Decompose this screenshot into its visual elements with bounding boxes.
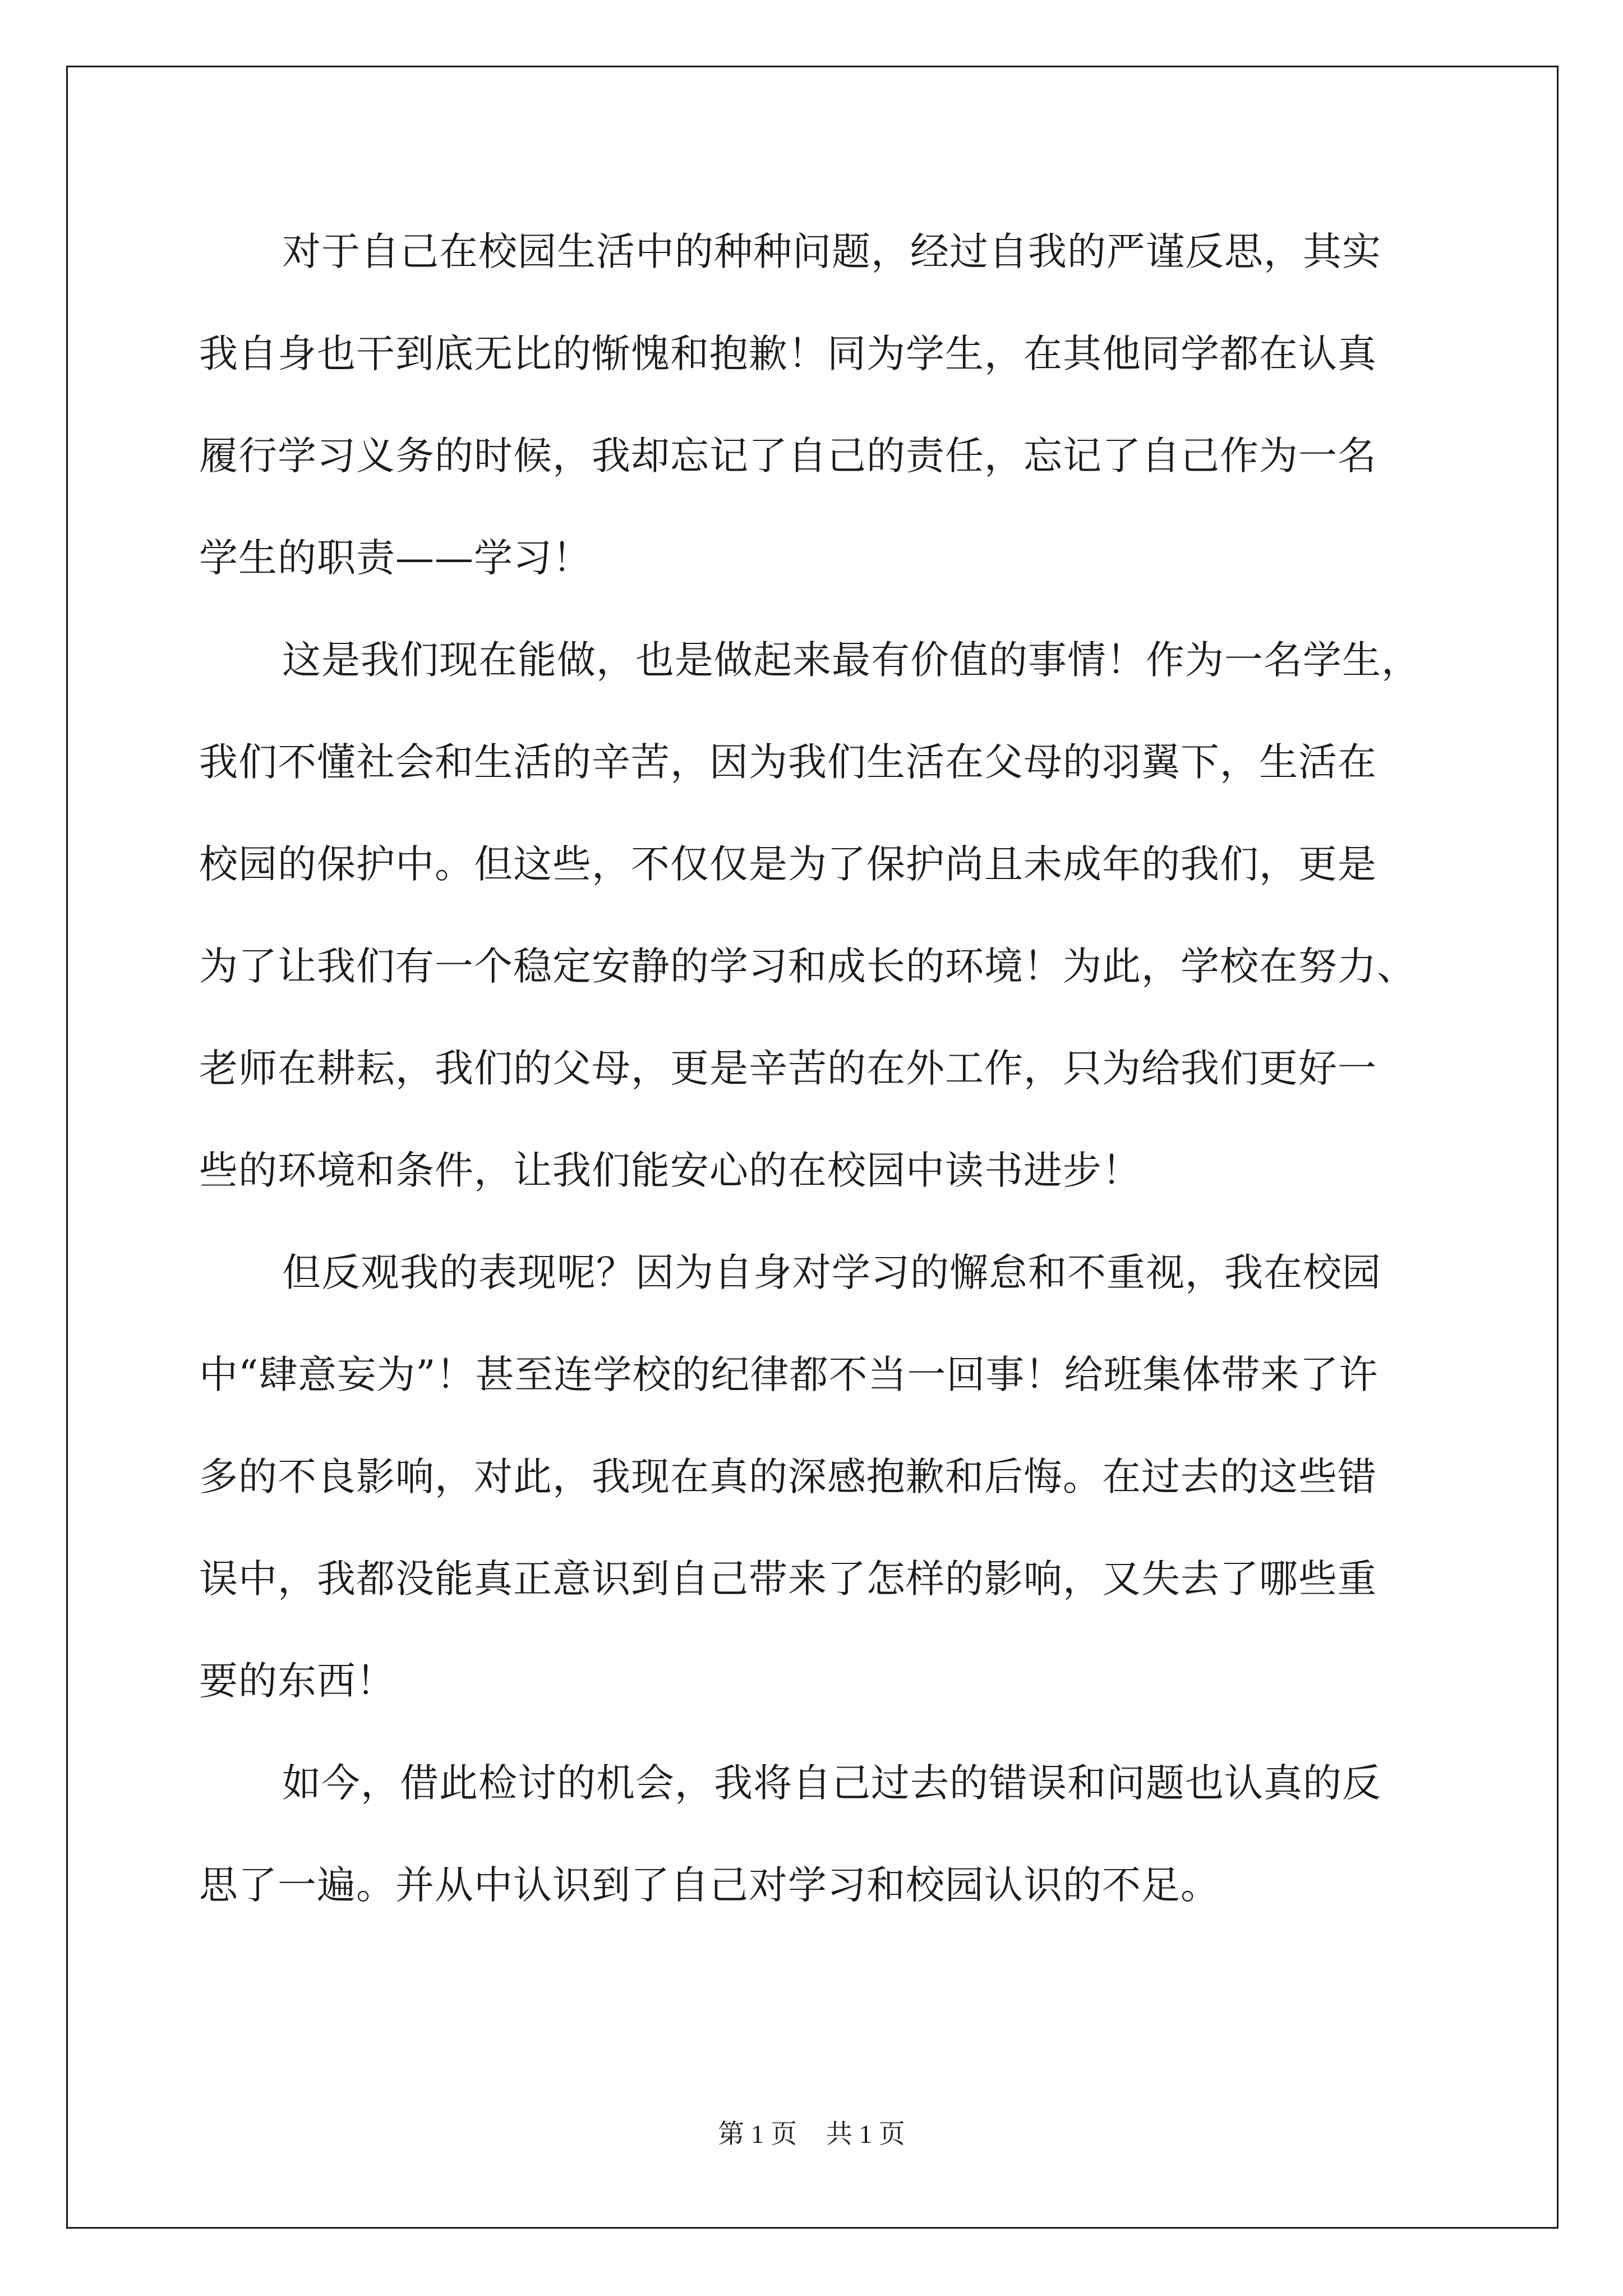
text-line: 如今，借此检讨的机会，我将自己过去的错误和问题也认真的反 bbox=[282, 1761, 1381, 1806]
text-line: 我们不懂社会和生活的辛苦，因为我们生活在父母的羽翼下，生活在 bbox=[199, 740, 1377, 785]
paragraph-3 bbox=[199, 1241, 1489, 1752]
paragraph-4 bbox=[199, 1752, 1489, 1956]
text-line: 思了一遍。并从中认识到了自己对学习和校园认识的不足。 bbox=[199, 1863, 1220, 1908]
text-line: 对于自己在校园生活中的种种问题，经过自我的严谨反思，其实 bbox=[282, 229, 1381, 274]
text-line: 但反观我的表现呢？因为自身对学习的懈怠和不重视，我在校园 bbox=[282, 1250, 1381, 1295]
text-line: 老师在耕耘，我们的父母，更是辛苦的在外工作，只为给我们更好一 bbox=[199, 1046, 1377, 1091]
text-line: 我自身也干到底无比的惭愧和抱歉！同为学生，在其他同学都在认真 bbox=[199, 332, 1377, 376]
paragraph-2 bbox=[199, 629, 1489, 1241]
text-line: 履行学习义务的时候，我却忘记了自己的责任，忘记了自己作为一名 bbox=[199, 434, 1377, 478]
page-total: 共 1 页 bbox=[826, 2120, 905, 2149]
text-line: 这是我们现在能做，也是做起来最有价值的事情！作为一名学生， bbox=[282, 638, 1421, 683]
text-line: 误中，我都没能真正意识到自己带来了怎样的影响，又失去了哪些重 bbox=[199, 1557, 1377, 1602]
text-line: 学生的职责——学习！ bbox=[199, 536, 592, 581]
page-footer bbox=[0, 2113, 1623, 2151]
text-line: 些的环境和条件，让我们能安心的在校园中读书进步！ bbox=[199, 1148, 1141, 1193]
text-line: 为了让我们有一个稳定安静的学习和成长的环境！为此，学校在努力、 bbox=[199, 944, 1416, 989]
text-line: 要的东西！ bbox=[199, 1659, 395, 1704]
text-line: 中“肆意妄为”！甚至连学校的纪律都不当一回事！给班集体带来了许 bbox=[199, 1352, 1378, 1397]
paragraph-1 bbox=[199, 220, 1489, 629]
text-line: 校园的保护中。但这些，不仅仅是为了保护尚且未成年的我们，更是 bbox=[199, 842, 1377, 887]
document-body bbox=[199, 220, 1489, 1956]
text-line: 多的不良影响，对此，我现在真的深感抱歉和后悔。在过去的这些错 bbox=[199, 1455, 1377, 1499]
page-number: 第 1 页 bbox=[718, 2120, 797, 2149]
